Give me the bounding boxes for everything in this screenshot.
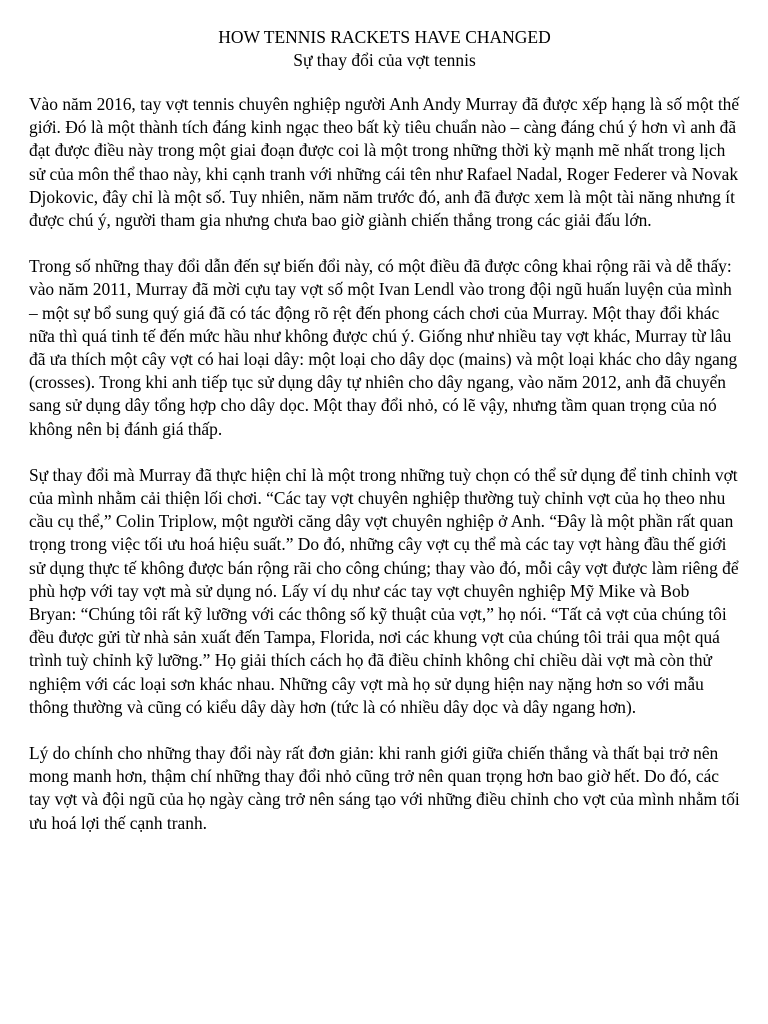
document-subtitle: Sự thay đổi của vợt tennis xyxy=(293,50,476,70)
paragraph-1: Vào năm 2016, tay vợt tennis chuyên nghiệp người Anh Andy Murray đã được xếp hạng là số một thế giới. Đó là một thành tích đáng kinh ngạc theo bất kỳ tiêu chuẩn nào – càng đáng chú ý hơn vì anh đã đạt được điều này trong một giai đoạn được coi là một trong những thời kỳ mạnh mẽ nhất trong lịch sử của môn thể thao này, khi cạnh tranh với những cái tên như Rafael Nadal, Roger Federer và Novak Djokovic, đây chỉ là một số. Tuy nhiên, năm năm trước đó, anh đã được xem là một tài năng nhưng ít được chú ý, người tham gia nhưng chưa bao giờ giành chiến thắng trong các giải đấu lớn. xyxy=(29,94,740,231)
paragraph-4: Lý do chính cho những thay đổi này rất đơn giản: khi ranh giới giữa chiến thắng và thất bại trở nên mong manh hơn, thậm chí những thay đổi nhỏ cũng trở nên quan trọng hơn bao giờ hết. Do đó, các tay vợt và đội ngũ của họ ngày càng trở nên sáng tạo với những điều chỉnh cho vợt của mình nhằm tối ưu hoá lợi thế cạnh tranh. xyxy=(29,743,740,833)
paragraph-2: Trong số những thay đổi dẫn đến sự biến đổi này, có một điều đã được công khai rộng rãi và dễ thấy: vào năm 2011, Murray đã mời cựu tay vợt số một Ivan Lendl vào trong đội ngũ huấn luyện của mình – một sự bổ sung quý giá đã có tác động rõ rệt đến phong cách chơi của Murray. Một thay đổi khác nữa thì quá tinh tế đến mức hầu như không được chú ý. Giống như nhiều tay vợt khác, Murray từ lâu đã ưa thích một cây vợt có hai loại dây: một loại cho dây dọc (mains) và một loại khác cho dây ngang (crosses). Trong khi anh tiếp tục sử dụng dây tự nhiên cho dây ngang, vào năm 2012, anh đã chuyển sang sử dụng dây tổng hợp cho dây dọc. Một thay đổi nhỏ, có lẽ vậy, nhưng tầm quan trọng của nó không nên bị đánh giá thấp. xyxy=(29,256,738,439)
document-title: HOW TENNIS RACKETS HAVE CHANGED xyxy=(218,27,551,47)
paragraph-3: Sự thay đổi mà Murray đã thực hiện chỉ là một trong những tuỳ chọn có thể sử dụng để tinh chỉnh vợt của mình nhằm cải thiện lối chơi. “Các tay vợt chuyên nghiệp thường tuỳ chỉnh vợt của họ theo nhu cầu cụ thể,” Colin Triplow, một người căng dây vợt chuyên nghiệp ở Anh. “Đây là một phần rất quan trọng trong việc tối ưu hoá hiệu suất.” Do đó, những cây vợt cụ thể mà các tay vợt hàng đầu thế giới sử dụng thực tế không được bán rộng rãi cho công chúng; thay vào đó, mỗi cây vợt được làm riêng để phù hợp với tay vợt mà sử dụng nó. Lấy ví dụ như các tay vợt chuyên nghiệp Mỹ Mike và Bob Bryan: “Chúng tôi rất kỹ lưỡng với các thông số kỹ thuật của vợt,” họ nói. “Tất cả vợt của chúng tôi đều được gửi từ nhà sản xuất đến Tampa, Florida, nơi các khung vợt của chúng tôi trải qua một quá trình tuỳ chỉnh kỹ lưỡng.” Họ giải thích cách họ đã điều chỉnh không chỉ chiều dài vợt mà còn thử nghiệm với các loại sơn khác nhau. Những cây vợt mà họ sử dụng hiện nay nặng hơn so với mẫu thông thường và cũng có kiểu dây dày hơn (tức là có nhiều dây dọc và dây ngang hơn). xyxy=(29,464,739,717)
